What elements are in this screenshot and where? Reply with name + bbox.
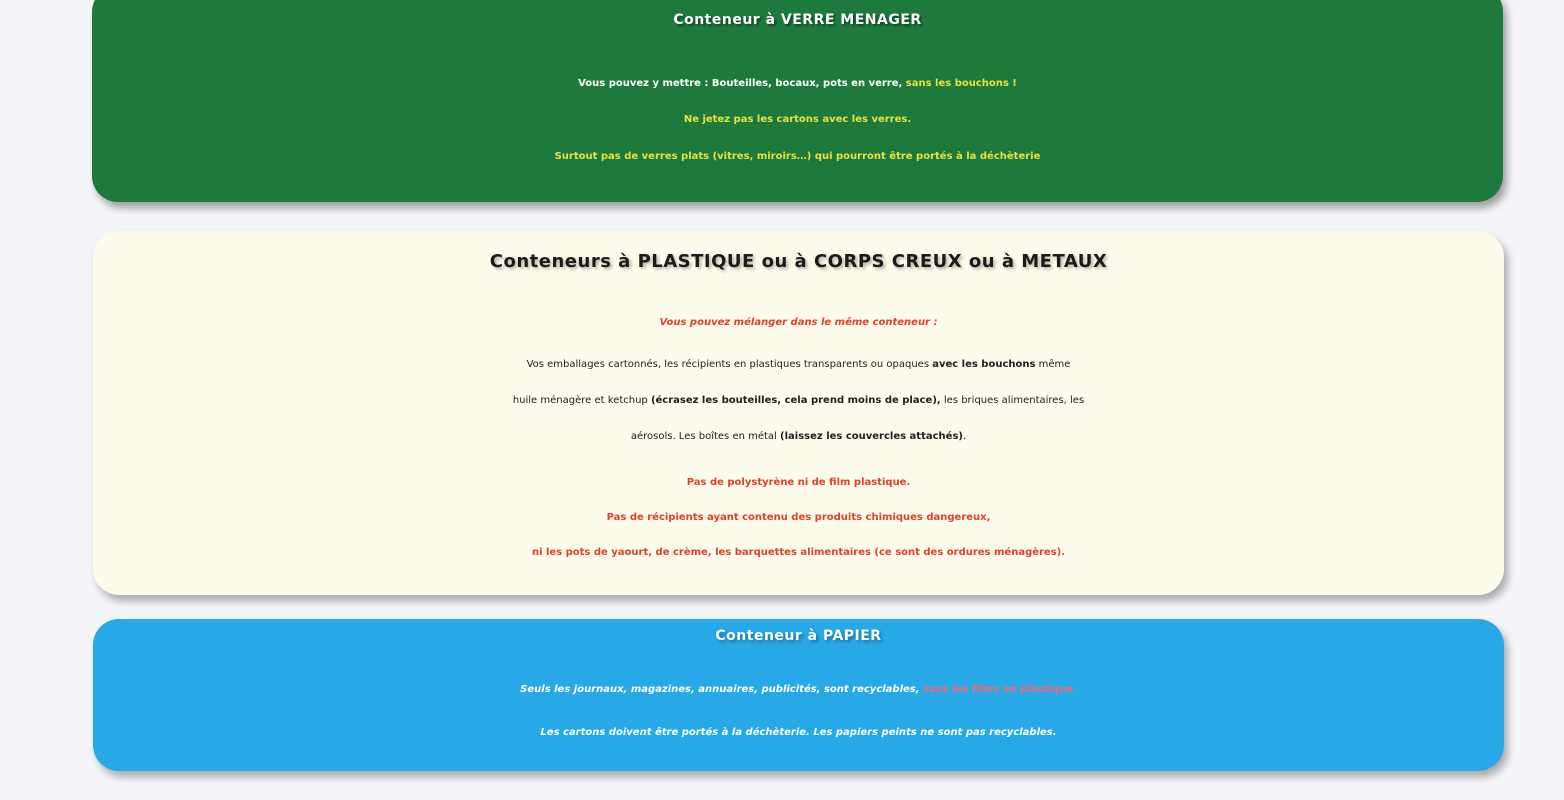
plastic-line-1 [93, 359, 1504, 370]
paper-line-1 [93, 684, 1504, 695]
plastic-line-3-c: . [962, 431, 967, 442]
plastic-line-2-b: (écrasez les bouteilles, cela prend moins de place), [650, 395, 941, 406]
plastic-line-2-a: huile ménagère et ketchup [512, 395, 651, 406]
plastic-warning-1: Pas de polystyrène ni de film plastique. [686, 477, 911, 488]
glass-container-panel [92, 0, 1503, 202]
plastic-line-1-a: Vos emballages cartonnés, les récipients en plastiques transparents ou opaques [526, 359, 933, 370]
plastic-line-1-b: avec les bouchons [932, 359, 1036, 370]
glass-line-2: Ne jetez pas les cartons avec les verres. [683, 114, 912, 125]
plastic-warning-3: ni les pots de yaourt, de crème, les barquettes alimentaires (ce sont des ordures ménagères). [531, 547, 1066, 558]
paper-title: Conteneur à PAPIER [715, 628, 882, 644]
plastic-line-2-c: les briques alimentaires, les [940, 395, 1085, 406]
glass-line-1 [92, 78, 1503, 89]
paper-line-1-main: Seuls les journaux, magazines, annuaires, publicités, sont recyclables, [520, 684, 924, 695]
plastic-line-3-a: aérosols. Les boîtes en métal [630, 431, 781, 442]
plastic-line-3-b: (laissez les couvercles attachés) [780, 431, 963, 442]
paper-line-2: Les cartons doivent être portés à la déchèterie. Les papiers peints ne sont pas recyclables. [540, 727, 1057, 738]
plastic-line-3 [93, 431, 1504, 442]
paper-container-panel [93, 619, 1504, 771]
glass-line-3: Surtout pas de verres plats (vitres, miroirs…) qui pourront être portés à la déchèterie [554, 151, 1041, 162]
plastic-line-1-c: même [1035, 359, 1071, 370]
plastic-title: Conteneurs à PLASTIQUE ou à CORPS CREUX ou à METAUX [489, 251, 1108, 272]
plastic-intro: Vous pouvez mélanger dans le même conteneur : [659, 317, 938, 328]
plastic-line-2 [93, 395, 1504, 406]
glass-line-1-main: Vous pouvez y mettre : Bouteilles, bocaux, pots en verre, [578, 78, 906, 89]
plastic-warning-2: Pas de récipients ayant contenu des produits chimiques dangereux, [606, 512, 991, 523]
glass-title: Conteneur à VERRE MENAGER [673, 12, 922, 28]
paper-line-1-highlight: sans les films en plastique. [923, 684, 1077, 695]
plastic-container-panel [93, 231, 1504, 595]
glass-line-1-highlight: sans les bouchons ! [905, 78, 1017, 89]
